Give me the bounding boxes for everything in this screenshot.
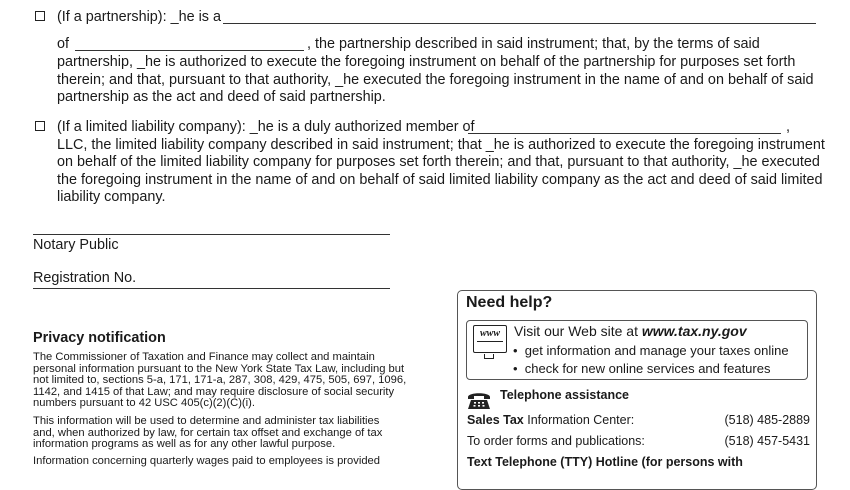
partnership-text-line2: partnership, _he is authorized to execute the foregoing instrument on behalf of the partnership for purposes set forth bbox=[57, 54, 796, 70]
partnership-text-line1: , the partnership described in said instrument; that, by the terms of said bbox=[307, 36, 760, 52]
privacy-para3: Information concerning quarterly wages paid to employees is provided bbox=[33, 455, 381, 467]
llc-text-line3: on behalf of the limited liability company for purposes set forth therein; and that, pursuant to that authority, _he executed bbox=[57, 154, 820, 170]
llc-text-line4: the foregoing instrument in the name of and on behalf of said limited liability company as the act and deed of said limited bbox=[57, 172, 823, 188]
privacy-para2 bbox=[33, 416, 453, 451]
www-monitor-icon: www bbox=[473, 325, 507, 353]
privacy-para2-line: information programs as well as for any other lawful purpose. bbox=[33, 438, 336, 450]
privacy-para2-line: This information will be used to determine and administer tax liabilities bbox=[33, 415, 380, 427]
privacy-para1-line: 1142, and 1415 of that Law; and may require disclosure of social security bbox=[33, 385, 395, 398]
sales-tax-phone: (518) 485-2889 bbox=[724, 413, 810, 427]
partnership-type-field[interactable] bbox=[223, 23, 816, 24]
privacy-para1 bbox=[33, 352, 453, 410]
bullet-text: get information and manage your taxes online bbox=[524, 343, 789, 358]
partnership-name-field[interactable] bbox=[75, 50, 304, 51]
need-help-heading: Need help? bbox=[466, 294, 553, 311]
telephone-heading: Telephone assistance bbox=[500, 388, 629, 402]
registration-number-field[interactable] bbox=[33, 288, 390, 289]
partnership-label: (If a partnership): _he is a bbox=[57, 9, 221, 25]
privacy-heading: Privacy notification bbox=[33, 330, 166, 346]
forms-label: To order forms and publications: bbox=[467, 434, 645, 448]
partnership-checkbox[interactable] bbox=[35, 11, 45, 21]
privacy-para1-line: not limited to, sections 5-a, 171, 171-a, 287, 308, 429, 475, 505, 697, 1096, bbox=[33, 374, 407, 386]
llc-checkbox[interactable] bbox=[35, 121, 45, 131]
partnership-of-label: of bbox=[57, 36, 70, 52]
telephone-icon bbox=[466, 390, 492, 410]
llc-label: (If a limited liability company): _he is a duly authorized member of bbox=[57, 119, 475, 135]
sales-tax-label: Sales Tax bbox=[467, 413, 524, 427]
llc-name-field[interactable] bbox=[468, 133, 781, 134]
website-link[interactable]: www.tax.ny.gov bbox=[641, 323, 747, 339]
registration-label: Registration No. bbox=[33, 270, 137, 286]
website-line bbox=[514, 323, 747, 339]
notary-public-label: Notary Public bbox=[33, 237, 119, 253]
partnership-text-line3: therein; and that, pursuant to that authority, _he executed the foregoing instrument in the name of and on behalf of said bbox=[57, 72, 814, 88]
tty-hotline-label: Text Telephone (TTY) Hotline (for persons with bbox=[467, 455, 743, 469]
sales-tax-label-rest: Information Center: bbox=[523, 413, 635, 427]
privacy-para1-line: personal information pursuant to the New York State Tax Law, including but bbox=[33, 362, 405, 375]
partnership-text-line4: partnership as the act and deed of said partnership. bbox=[57, 89, 386, 105]
visit-prefix: Visit our Web site at bbox=[514, 323, 642, 339]
llc-text-line2: LLC, the limited liability company described in said instrument; that _he is authorized to execute the foregoing instrument bbox=[57, 137, 825, 153]
llc-trailing-comma: , bbox=[786, 119, 790, 135]
notary-signature-field[interactable] bbox=[33, 234, 390, 235]
website-bullet bbox=[513, 361, 770, 376]
bullet-dot-icon: • bbox=[513, 361, 525, 376]
privacy-para2-line: and, when authorized by law, for certain tax offset and exchange of tax bbox=[33, 426, 383, 439]
website-bullet bbox=[513, 343, 789, 358]
privacy-para1-line: The Commissioner of Taxation and Finance may collect and maintain bbox=[33, 351, 375, 363]
privacy-para1-line: numbers pursuant to 42 USC 405(c)(2)(C)(i). bbox=[33, 397, 255, 409]
llc-text-line5: liability company. bbox=[57, 189, 166, 205]
sales-tax-row bbox=[467, 413, 634, 427]
bullet-text: check for new online services and features bbox=[524, 361, 771, 376]
bullet-dot-icon: • bbox=[513, 343, 525, 358]
forms-phone: (518) 457-5431 bbox=[724, 434, 810, 448]
